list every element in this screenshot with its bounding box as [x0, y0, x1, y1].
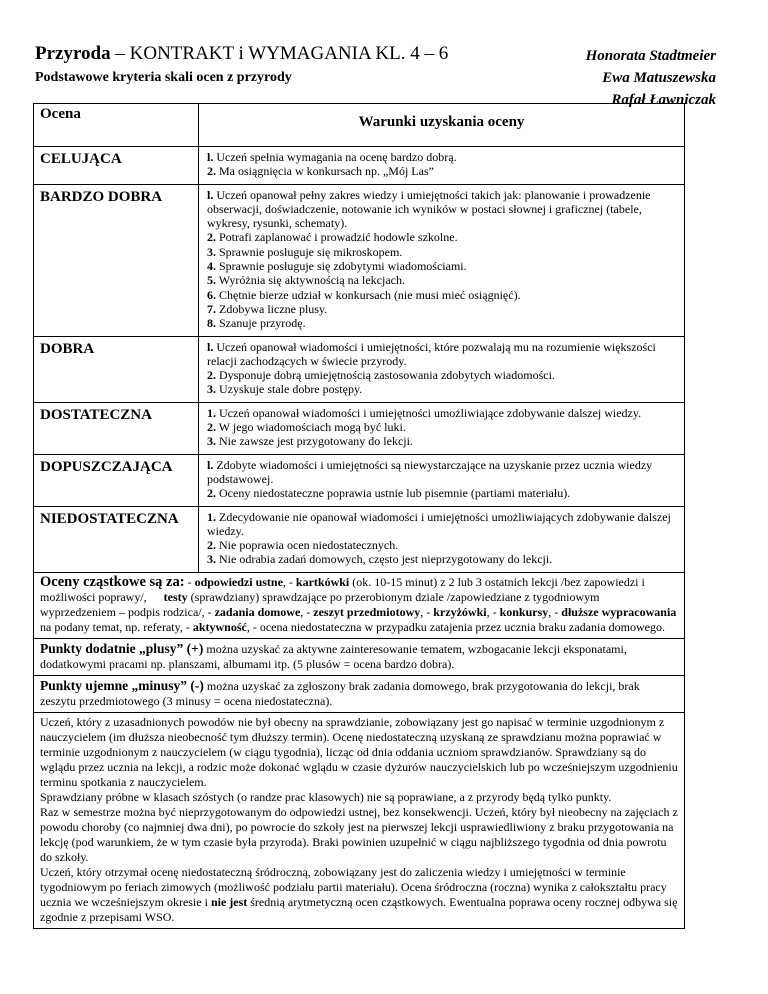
- column-header-grade: Ocena: [34, 104, 199, 147]
- author-name: Rafał Ławniczak: [611, 92, 716, 108]
- rules-paragraph: Uczeń, który z uzasadnionych powodów nie był obecny na sprawdzianie, zobowiązany jest go napisać w terminie uzgodnionym z nauczycielem (im dłuższa nieobecność tym dłuższy termin). Ocenę niedostateczną uzyskaną ze sprawdzianu można poprawiać w terminie uzgodnionym z nauczycielem (w ciągu tygodnia), licząc od dnia oddania uczniom sprawdzianów. Sprawdziany są do wglądu przez ucznia na lekcji, a rodzic może dokonać wglądu w czasie dyżurów nauczycielskich lub po wcześniejszym uzgodnieniu terminu spotkania z nauczycielem.: [40, 715, 678, 789]
- table-header-row: [34, 104, 685, 147]
- grade-name: DOSTATECZNA: [34, 402, 199, 454]
- grade-row: [34, 506, 685, 572]
- condition-item: 1. Uczeń opanował wiadomości i umiejętności umożliwiające zdobywanie dalszej wiedzy.: [207, 405, 642, 420]
- grade-name: NIEDOSTATECZNA: [34, 506, 199, 572]
- condition-item: 2. Dysponuje dobrą umiejętnością zastosowania zdobytych wiadomości.: [207, 368, 555, 383]
- grade-name: DOPUSZCZAJĄCA: [34, 454, 199, 506]
- condition-item: 2. Nie poprawia ocen niedostatecznych.: [207, 538, 399, 553]
- condition-item: 2. Oceny niedostateczne poprawia ustnie lub pisemnie (partiami materiału).: [207, 486, 571, 501]
- condition-item: l. Uczeń opanował pełny zakres wiedzy i umiejętności takich jak: planowanie i prowadzenie obserwacji, doświadczenie, notowanie ich wyników w postaci słownej i graficznej (tabele, wykresy, rysunki, schematy).: [207, 187, 651, 231]
- minus-points-lead: Punkty ujemne „minusy” (-): [40, 678, 204, 693]
- condition-item: 2. Ma osiągnięcia w konkursach np. „Mój Las”: [207, 164, 434, 179]
- authors: [586, 45, 716, 111]
- plus-points-section: Punkty dodatnie „plusy” (+) można uzyskać za aktywne zainteresowanie tematem, wzbogacanie lekcji eksponatami, dodatkowymi pracami np. planszami, albumami itp. (5 plusów = ocena bardzo dobra).: [33, 638, 685, 676]
- grade-conditions: [199, 506, 685, 572]
- condition-item: 3. Nie odrabia zadań domowych, często jest nieprzygotowany do lekcji.: [207, 552, 553, 567]
- rules-paragraph: Sprawdziany próbne w klasach szóstych (o randze prac klasowych) nie są poprawiane, a z przyrody będą tylko punkty.: [40, 790, 612, 804]
- condition-item: 3. Sprawnie posługuje się mikroskopem.: [207, 244, 403, 259]
- grade-row: [34, 402, 685, 454]
- grade-name: BARDZO DOBRA: [34, 184, 199, 336]
- condition-item: l. Uczeń spełnia wymagania na ocenę bardzo dobrą.: [207, 150, 457, 164]
- condition-item: 5. Wyróżnia się aktywnością na lekcjach.: [207, 273, 405, 288]
- grade-row: [34, 147, 685, 185]
- condition-item: 3. Nie zawsze jest przygotowany do lekcji.: [207, 434, 413, 449]
- condition-item: 4. Sprawnie posługuje się zdobytymi wiadomościami.: [207, 259, 467, 274]
- column-header-conditions: Warunki uzyskania oceny: [199, 104, 685, 147]
- grade-conditions: [199, 184, 685, 336]
- condition-item: 8. Szanuje przyrodę.: [207, 316, 306, 331]
- grade-name: CELUJĄCA: [34, 147, 199, 185]
- author-name: Ewa Matuszewska: [602, 70, 716, 86]
- plus-points-lead: Punkty dodatnie „plusy” (+): [40, 641, 204, 656]
- grade-conditions: [199, 336, 685, 402]
- partial-grades-section: Oceny cząstkowe są za: - odpowiedzi ustne, - kartkówki (ok. 10-15 minut) z 2 lub 3 ostatnich lekcji /bez zapowiedzi i możliwości poprawy/, testy (sprawdziany) sprawdzające po przerobionym dziale /zapowiedziane z tygodniowym wyprzedzeniem – podpis rodzica/, - zadania domowe, - zeszyt przedmiotowy, - krzyżówki, - konkursy, - dłuższe wypracowania na podany temat, np. referaty, - aktywność, - ocena niedostateczna w przypadku zatajenia przez ucznia braku zadania domowego.: [33, 572, 685, 639]
- grade-row: [34, 336, 685, 402]
- grade-conditions: [199, 454, 685, 506]
- rules-paragraph: Raz w semestrze można być nieprzygotowanym do odpowiedzi ustnej, bez konsekwencji. Uczeń, który był nieobecny na zajęciach z powodu choroby (co najmniej dwa dni), po powrocie do szkoły jest na pierwszej lekcji usprawiedliwiony z braku przygotowania na lekcję (pod warunkiem, że w tym czasie była przyroda). Braki powinien uzupełnić w ciągu najbliższego tygodnia od dnia powrotu do szkoły.: [40, 805, 678, 864]
- condition-item: l. Uczeń opanował wiadomości i umiejętności, które pozwalają mu na rozumienie większości relacji zachodzących w świecie przyrody.: [207, 339, 656, 368]
- condition-item: 2. W jego wiadomościach mogą być luki.: [207, 420, 406, 435]
- condition-item: l. Zdobyte wiadomości i umiejętności są niewystarczające na uzyskanie przez ucznia wiedzy podstawowej.: [207, 457, 653, 486]
- grade-name: DOBRA: [34, 336, 199, 402]
- condition-item: 7. Zdobywa liczne plusy.: [207, 301, 328, 316]
- rules-paragraph: Uczeń, który otrzymał ocenę niedostateczną śródroczną, zobowiązany jest do zaliczenia wiedzy i umiejętności w terminie tygodniowym po feriach zimowych (możliwość podziału partii materiału). Ocena śródroczna (roczna) wynika z całokształtu pracy ucznia we wcześniejszym okresie i nie jest średnią arytmetyczną ocen cząstkowych. Ewentualna poprawa oceny rocznej odbywa się zgodnie z przepisami WSO.: [40, 865, 678, 924]
- condition-item: 2. Potrafi zaplanować i prowadzić hodowle szkolne.: [207, 230, 458, 245]
- partial-grades-lead: Oceny cząstkowe są za:: [40, 574, 185, 590]
- grade-conditions: [199, 402, 685, 454]
- condition-item: 6. Chętnie bierze udział w konkursach (nie musi mieć osiągnięć).: [207, 287, 521, 302]
- condition-item: 1. Zdecydowanie nie opanował wiadomości i umiejętności umożliwiających zdobywanie dalszej wiedzy.: [207, 509, 671, 538]
- document-subtitle: Podstawowe kryteria skali ocen z przyrody: [35, 70, 292, 85]
- grade-row: [34, 454, 685, 506]
- author-name: Honorata Stadtmeier: [585, 48, 716, 64]
- minus-points-section: Punkty ujemne „minusy” (-) można uzyskać za zgłoszony brak zadania domowego, brak przygotowania do lekcji, brak zeszytu przedmiotowego (3 minusy = ocena niedostateczna).: [33, 675, 685, 713]
- rules-section: [33, 712, 685, 929]
- grading-table: [33, 103, 685, 573]
- grade-row: [34, 184, 685, 336]
- grade-conditions: [199, 147, 685, 185]
- document-title: Przyroda – KONTRAKT i WYMAGANIA KL. 4 – 6: [35, 43, 449, 64]
- condition-item: 3. Uzyskuje stale dobre postępy.: [207, 382, 363, 397]
